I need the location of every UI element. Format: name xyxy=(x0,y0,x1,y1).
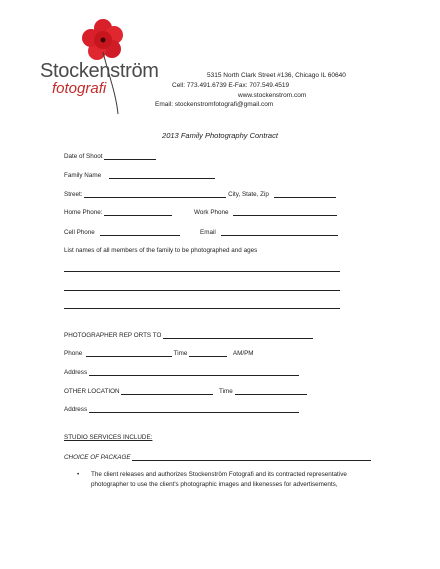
time2-label: Time xyxy=(219,388,233,395)
street-field[interactable] xyxy=(84,190,226,198)
studio-website: www.stockenstrom.com xyxy=(238,92,307,99)
release-bullet: • xyxy=(77,471,80,478)
family-name-label: Family Name xyxy=(64,172,102,179)
work-phone-label: Work Phone xyxy=(194,209,229,216)
city-state-zip-field[interactable] xyxy=(274,190,336,198)
cell-phone-field[interactable] xyxy=(100,228,180,236)
home-phone-label: Home Phone: xyxy=(64,209,103,216)
contract-title: 2013 Family Photography Contract xyxy=(162,131,278,140)
work-phone-field[interactable] xyxy=(233,208,337,216)
other-location-field[interactable] xyxy=(121,387,213,395)
studio-email: Email: stockenstromfotografi@gmail.com xyxy=(155,101,274,108)
email-label: Email xyxy=(200,229,216,236)
family-list-line-3[interactable] xyxy=(64,308,340,309)
family-name-field[interactable] xyxy=(109,171,215,179)
photographer-reports-field[interactable] xyxy=(163,331,313,339)
choice-of-package-label: CHOICE OF PACKAGE xyxy=(64,454,131,461)
home-phone-field[interactable] xyxy=(104,208,172,216)
address-label: Address xyxy=(64,369,88,376)
email-row xyxy=(200,228,338,236)
family-list-label: List names of all members of the family to be photographed and ages xyxy=(64,247,258,254)
date-of-shoot-field[interactable] xyxy=(104,152,156,160)
address2-label: Address xyxy=(64,406,88,413)
release-text-line-1: The client releases and authorizes Stockenström Fotografi and its contracted representative xyxy=(91,471,347,478)
brand-name: Stockenström xyxy=(40,60,159,82)
family-name-row xyxy=(64,171,215,179)
time-label: Time xyxy=(173,350,188,357)
address-row xyxy=(64,368,299,376)
choice-of-package-field[interactable] xyxy=(132,453,371,461)
family-list-line-1[interactable] xyxy=(64,271,340,272)
home-phone-row xyxy=(64,208,172,216)
time-field[interactable] xyxy=(189,349,227,357)
date-of-shoot-row xyxy=(64,152,156,160)
brand-sub: fotografi xyxy=(52,80,107,97)
cell-phone-label: Cell Phone xyxy=(64,229,95,236)
am-pm-label: AM/PM xyxy=(232,350,254,357)
photographer-reports-row xyxy=(64,331,313,339)
address-field[interactable] xyxy=(89,368,299,376)
choice-of-package-row xyxy=(64,453,371,461)
cell-phone-row xyxy=(64,228,180,236)
time2-field[interactable] xyxy=(235,387,307,395)
studio-phones: Cell: 773.491.6739 E-Fax: 707.549.4519 xyxy=(172,82,290,89)
email-field[interactable] xyxy=(221,228,338,236)
phone-row xyxy=(64,349,254,357)
phone-label: Phone xyxy=(64,350,83,357)
family-list-line-2[interactable] xyxy=(64,290,340,291)
release-text-line-2: photographer to use the client's photographic images and likenesses for advertisements, xyxy=(91,481,338,488)
address2-field[interactable] xyxy=(89,405,299,413)
studio-services-heading: STUDIO SERVICES INCLUDE: xyxy=(64,434,153,441)
other-location-row xyxy=(64,387,307,395)
city-state-zip-label: City, State, Zip xyxy=(228,191,269,198)
phone-field[interactable] xyxy=(86,349,172,357)
date-of-shoot-label: Date of Shoot xyxy=(64,153,103,160)
address2-row xyxy=(64,405,299,413)
studio-street: 5315 North Clark Street #136, Chicago IL 60640 xyxy=(207,72,346,79)
street-label: Street: xyxy=(64,191,83,198)
photographer-reports-label: PHOTOGRAPHER REP ORTS TO xyxy=(64,332,162,339)
street-row xyxy=(64,190,336,198)
other-location-label: OTHER LOCATION xyxy=(64,388,120,395)
work-phone-row xyxy=(194,208,337,216)
